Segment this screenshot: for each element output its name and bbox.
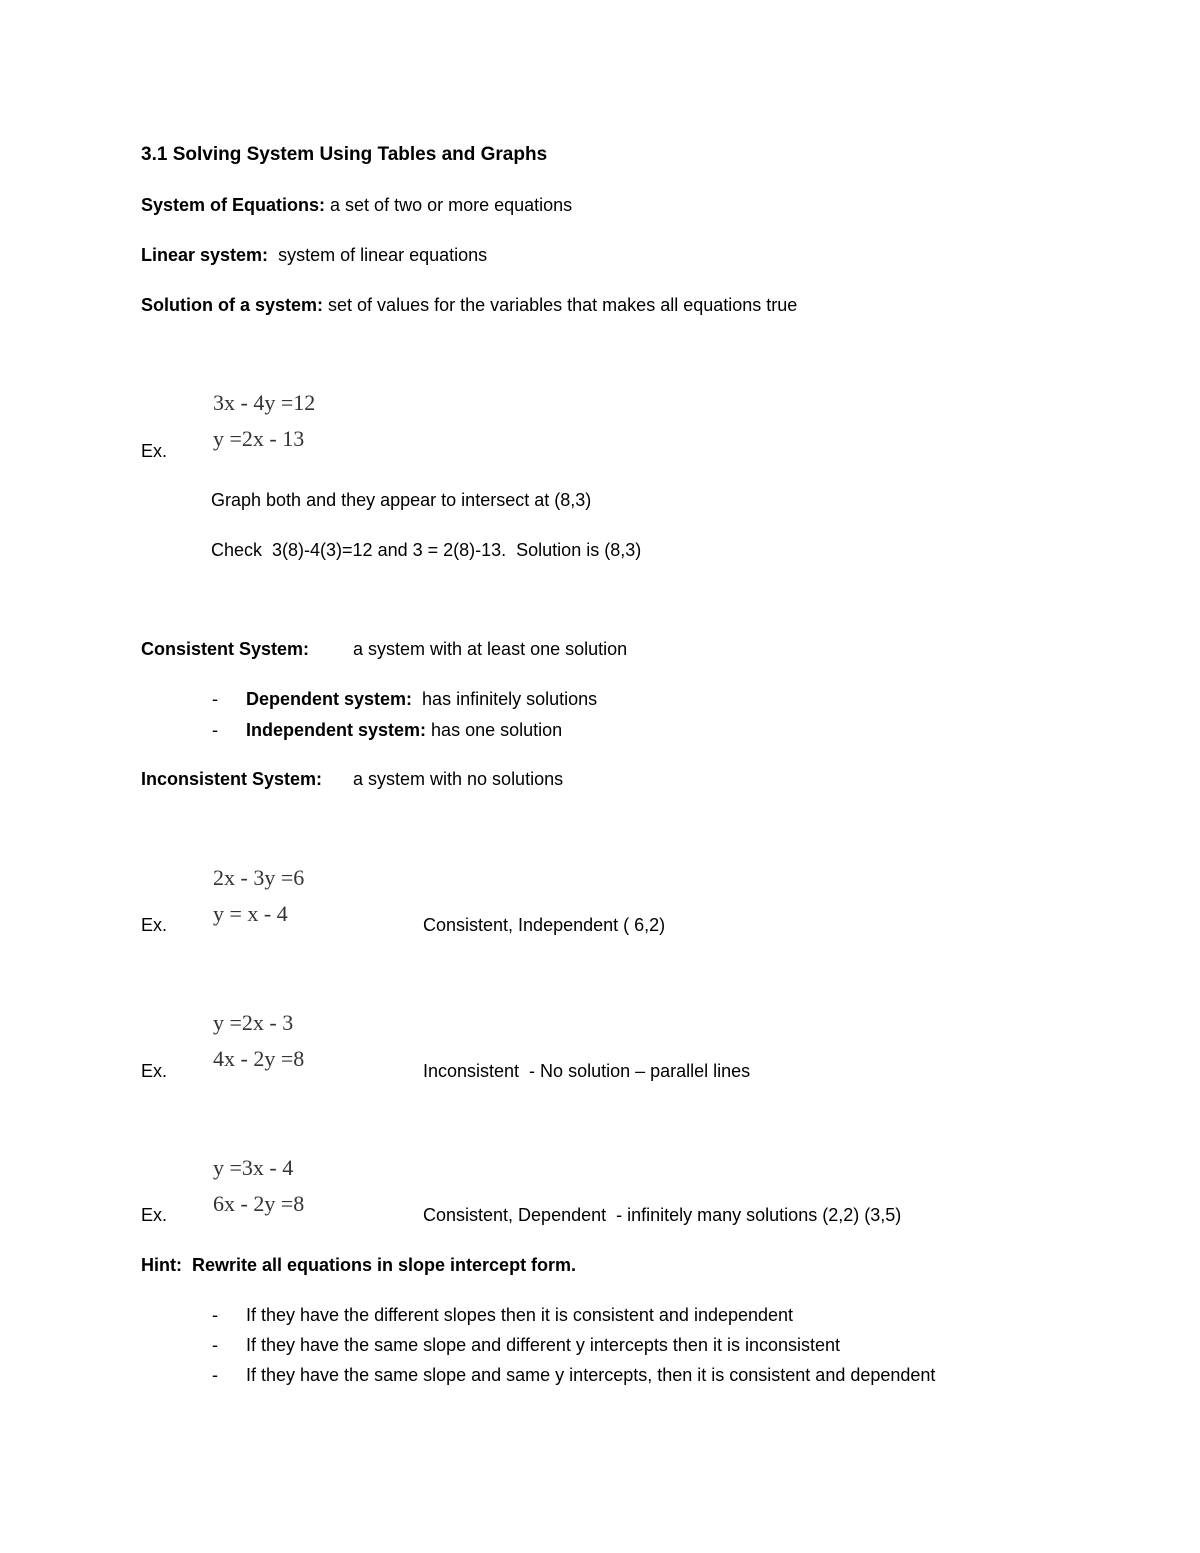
example4-label: Ex. [141,1205,168,1225]
bullet-dash: - [212,689,218,709]
independent-system-item [246,720,562,741]
bullet-term: Independent system: [246,720,427,740]
page-title: 3.1 Solving System Using Tables and Graphs [141,144,548,165]
definition-term: Linear system: [141,245,269,265]
definition-text: system of linear equations [268,245,488,265]
hint-bullet-same-slope-same-intercept: If they have the same slope and same y intercepts, then it is consistent and dependent [246,1365,936,1385]
definition-linear-system [141,245,487,266]
example4-result: Consistent, Dependent - infinitely many solutions (2,2) (3,5) [423,1205,902,1225]
example1-graph-note: Graph both and they appear to intersect at (8,3) [211,490,592,510]
bullet-dash: - [212,1365,218,1385]
definition-system-of-equations [141,195,572,216]
example4-equation-1: y =3x - 4 [213,1155,294,1180]
bullet-text: has infinitely solutions [412,689,598,709]
example1-check-note: Check 3(8)-4(3)=12 and 3 = 2(8)-13. Solution is (8,3) [211,540,642,560]
hint-bullet-different-slopes: If they have the different slopes then it is consistent and independent [246,1305,794,1325]
definition-term: Solution of a system: [141,295,324,315]
example3-equation-1: y =2x - 3 [213,1010,294,1035]
hint-heading: Hint: Rewrite all equations in slope intercept form. [141,1255,577,1275]
example1-label: Ex. [141,441,168,461]
definition-text: set of values for the variables that makes all equations true [323,295,798,315]
example1-equation-2: y =2x - 13 [213,426,305,451]
inconsistent-term: Inconsistent System: [141,769,323,789]
example4-equation-2: 6x - 2y =8 [213,1191,305,1216]
dependent-system-item [246,689,597,710]
inconsistent-text: a system with no solutions [353,769,564,789]
definition-solution-of-system [141,295,797,316]
example3-result: Inconsistent - No solution – parallel lines [423,1061,751,1081]
definition-text: a set of two or more equations [325,195,573,215]
consistent-term: Consistent System: [141,639,310,659]
bullet-dash: - [212,1335,218,1355]
consistent-text: a system with at least one solution [353,639,628,659]
bullet-text: has one solution [426,720,563,740]
hint-bullet-same-slope-diff-intercept: If they have the same slope and different y intercepts then it is inconsistent [246,1335,841,1355]
bullet-dash: - [212,720,218,740]
bullet-dash: - [212,1305,218,1325]
example2-equation-2: y = x - 4 [213,901,288,926]
example2-equation-1: 2x - 3y =6 [213,865,305,890]
example3-equation-2: 4x - 2y =8 [213,1046,305,1071]
definition-term: System of Equations: [141,195,326,215]
bullet-term: Dependent system: [246,689,413,709]
example2-result: Consistent, Independent ( 6,2) [423,915,666,935]
example2-label: Ex. [141,915,168,935]
example3-label: Ex. [141,1061,168,1081]
example1-equation-1: 3x - 4y =12 [213,390,316,415]
